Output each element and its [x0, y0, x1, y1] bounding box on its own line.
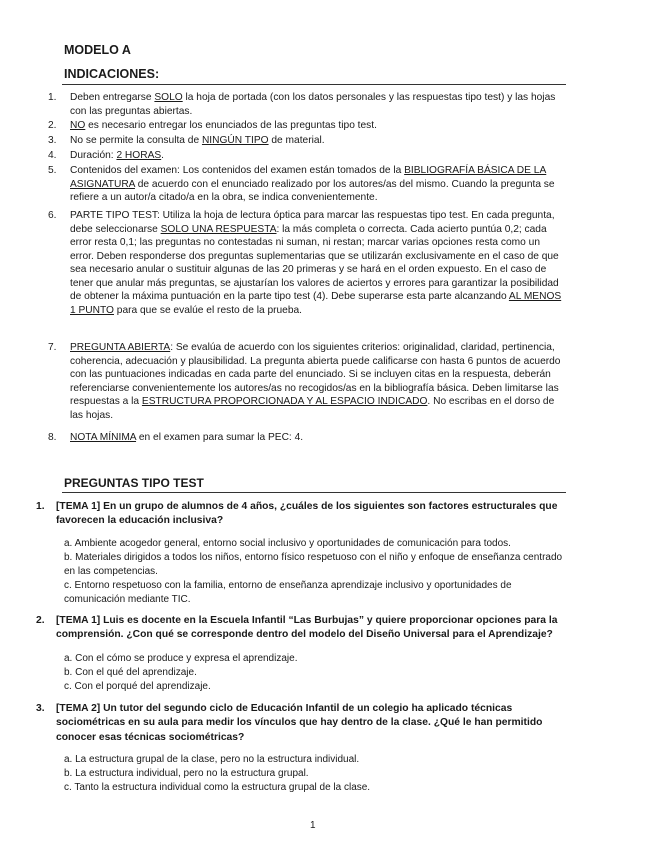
question-option: c. Entorno respetuoso con la familia, entorno de enseñanza aprendizaje inclusivo y oportunidades de comunicación mediante TIC. [64, 580, 512, 605]
instruction-number: 3. [48, 135, 57, 146]
instruction-number: 7. [48, 342, 57, 353]
question-number: 2. [36, 615, 45, 626]
question-text: [TEMA 1] Luis es docente en la Escuela Infantil “Las Burbujas” y quiere proporcionar opciones para la comprensión. ¿Con qué se corresponde dentro del modelo del Diseño Universal para el Aprendizaje? [56, 615, 558, 641]
question-option: b. Materiales dirigidos a todos los niños, entorno físico respetuoso con el niño y enfoque de enseñanza centrado en las competencias. [64, 552, 563, 577]
instruction-number: 4. [48, 150, 57, 161]
question-text: [TEMA 2] Un tutor del segundo ciclo de Educación Infantil de un colegio ha aplicado técnicas sociométricas en su aula para medir los vínculos que hay dentro de la clase. ¿Qué le han permitido conocer esas técnicas sociométricas? [56, 703, 543, 743]
question-option: c. Tanto la estructura individual como la estructura grupal de la clase. [64, 782, 371, 793]
question-option: a. Ambiente acogedor general, entorno social inclusivo y oportunidades de comunicación para todos. [64, 538, 511, 549]
test-section-title: PREGUNTAS TIPO TEST [64, 476, 204, 490]
instruction-text: PARTE TIPO TEST: Utiliza la hoja de lectura óptica para marcar las respuestas tipo test. En cada pregunta, debe seleccionarse SOLO UNA RESPUESTA: la más completa o correcta. Cada acierto puntúa 0,2; cada error resta 0,1; las preguntas no contestadas ni suman, ni restan; marcar varias opciones resta como un error. Deben responderse dos preguntas suplementarias que se utilizarán exclusivamente en el caso de que sea necesario anular o sustituir algunas de las 20 primeras y se hará en el orden expuesto. En el caso de tener que anular más preguntas, se ajustarían los valores de aciertos y errores para garantizar la posibilidad de obtener la máxima puntuación en la parte tipo test (4). Debe superarse esta parte alcanzando AL MENOS 1 PUNTO para que se evalúe el resto de la prueba. [70, 210, 562, 316]
instruction-text: No se permite la consulta de NINGÚN TIPO de material. [70, 135, 325, 146]
instruction-text: PREGUNTA ABIERTA: Se evalúa de acuerdo con los siguientes criterios: originalidad, claridad, pertinencia, coherencia, adecuación y plausibilidad. La pregunta abierta puede calificarse con hasta 6 puntos de acuerdo con las puntuaciones indicadas en cada parte del enunciado. Si se incluyen citas en la respuesta, deberán referenciarse convenientemente los autores/as no recogidos/as en la bibliografía básica. Deben limitarse las respuestas a la ESTRUCTURA PROPORCIONADA Y AL ESPACIO INDICADO. No escribas en el dorso de las hojas. [70, 342, 561, 421]
test-section-divider [62, 492, 566, 493]
instruction-text: NO es necesario entregar los enunciados de las preguntas tipo test. [70, 120, 377, 131]
question-option: a. La estructura grupal de la clase, pero no la estructura individual. [64, 754, 360, 765]
instruction-text: NOTA MÍNIMA en el examen para sumar la PEC: 4. [70, 432, 304, 443]
model-title: MODELO A [64, 43, 131, 57]
question-option: b. Con el qué del aprendizaje. [64, 667, 197, 678]
instruction-text: Duración: 2 HORAS. [70, 150, 165, 161]
instruction-number: 1. [48, 92, 57, 103]
question-text: [TEMA 1] En un grupo de alumnos de 4 años, ¿cuáles de los siguientes son factores estructurales que favorecen la educación inclusiva? [56, 501, 558, 527]
instruction-number: 2. [48, 120, 57, 131]
instruction-text: Deben entregarse SOLO la hoja de portada (con los datos personales y las respuestas tipo test) y las hojas con las preguntas abiertas. [70, 92, 556, 117]
instruction-number: 5. [48, 165, 57, 176]
question-option: c. Con el porqué del aprendizaje. [64, 681, 211, 692]
instruction-number: 6. [48, 210, 57, 221]
page-number: 1 [310, 820, 316, 831]
instruction-text: Contenidos del examen: Los contenidos del examen están tomados de la BIBLIOGRAFÍA BÁSICA DE LA ASIGNATURA de acuerdo con el enunciado realizado por los autores/as del mismo. Cuando la pregunta se refiere a un autor/a citado/a en la obra, se indica convenientemente. [70, 165, 555, 204]
question-number: 3. [36, 703, 45, 714]
instructions-title: INDICACIONES: [64, 67, 160, 81]
instruction-number: 8. [48, 432, 57, 443]
question-option: b. La estructura individual, pero no la estructura grupal. [64, 768, 309, 779]
question-option: a. Con el cómo se produce y expresa el aprendizaje. [64, 653, 298, 664]
question-number: 1. [36, 501, 45, 512]
instructions-divider [62, 84, 566, 85]
